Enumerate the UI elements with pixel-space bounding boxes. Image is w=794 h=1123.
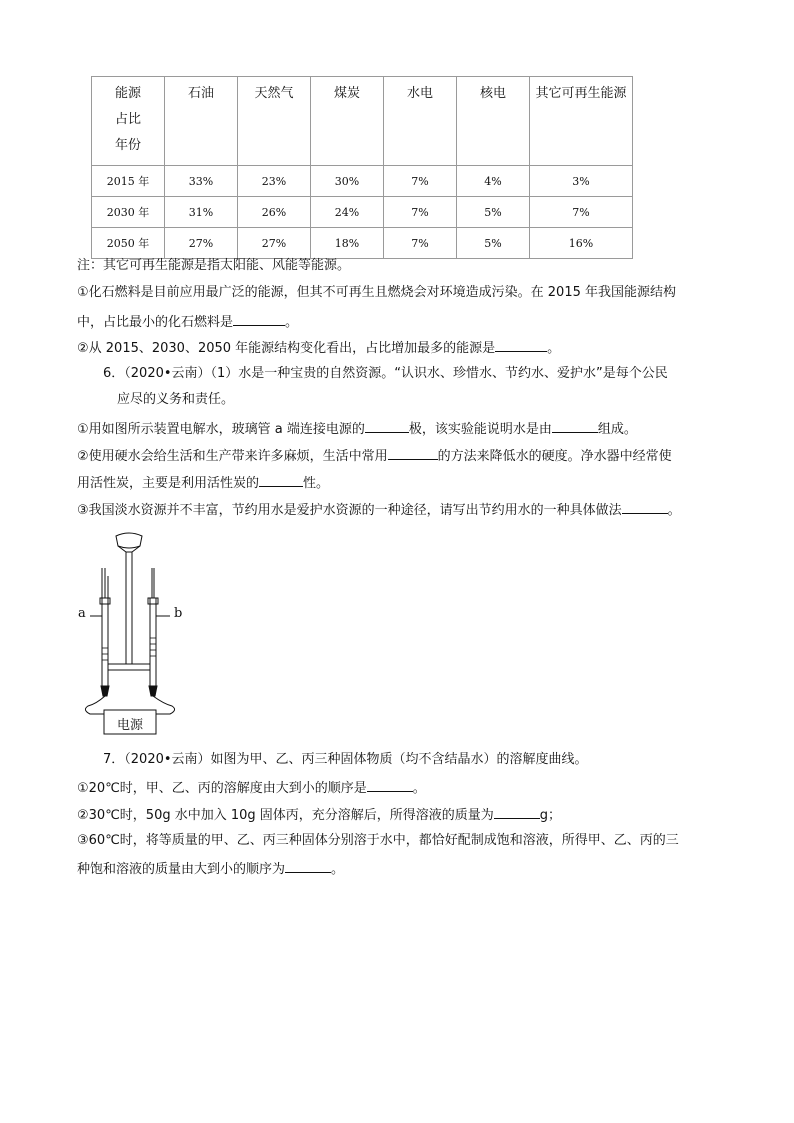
- header-corner-cell: [92, 77, 165, 166]
- table-cell: 7%: [384, 197, 457, 228]
- answer-blank[interactable]: [622, 499, 668, 514]
- table-cell: 26%: [238, 197, 311, 228]
- q6-item1: ①用如图所示装置电解水，玻璃管 a 端连接电源的 极，该实验能说明水是由 组成。: [77, 418, 637, 440]
- electrolysis-apparatus-drawing: [74, 528, 194, 738]
- column-header: 煤炭: [311, 77, 384, 166]
- table-cell: 27%: [165, 228, 238, 259]
- table-cell: 3%: [530, 166, 633, 197]
- table-cell: 33%: [165, 166, 238, 197]
- column-header: 天然气: [238, 77, 311, 166]
- answer-blank[interactable]: [259, 472, 303, 487]
- table-header-row: [92, 77, 633, 166]
- table-cell: 7%: [530, 197, 633, 228]
- table-row: [92, 166, 633, 197]
- answer-blank[interactable]: [233, 311, 285, 326]
- row-year-cell: 2030 年: [92, 197, 165, 228]
- q5-item2: ②从 2015、2030、2050 年能源结构变化看出，占比增加最多的能源是 。: [77, 337, 560, 359]
- q7-heading: 7．（2020•云南）如图为甲、乙、丙三种固体物质（均不含结晶水）的溶解度曲线。: [103, 752, 588, 767]
- answer-blank[interactable]: [495, 337, 547, 352]
- tube-b-label: b: [174, 606, 183, 621]
- column-header: 水电: [384, 77, 457, 166]
- q6-item2-line2: 用活性炭，主要是利用活性炭的 性。: [77, 472, 329, 494]
- q6-item2-line1: ②使用硬水会给生活和生产带来许多麻烦，生活中常用 的方法来降低水的硬度。净水器中经常使: [77, 445, 672, 467]
- q5-item1-line1: ①化石燃料是目前应用最广泛的能源，但其不可再生且燃烧会对环境造成污染。在 2015 年我国能源结构: [77, 285, 677, 300]
- energy-structure-table: [91, 76, 633, 259]
- table-cell: 31%: [165, 197, 238, 228]
- q6-heading-line1: 6．（2020•云南）（1）水是一种宝贵的自然资源。“认识水、珍惜水、节约水、爱护水”是每个公民: [103, 366, 668, 381]
- answer-blank[interactable]: [285, 858, 331, 873]
- row-year-cell: 2050 年: [92, 228, 165, 259]
- q7-item3-line1: ③60℃时，将等质量的甲、乙、丙三种固体分别溶于水中，都恰好配制成饱和溶液，所得甲、乙、丙的三: [77, 833, 679, 848]
- table-cell: 7%: [384, 166, 457, 197]
- table-cell: 5%: [457, 197, 530, 228]
- column-header: 核电: [457, 77, 530, 166]
- table-cell: 16%: [530, 228, 633, 259]
- power-source-label: 电源: [116, 718, 143, 733]
- answer-blank[interactable]: [367, 777, 413, 792]
- table-cell: 4%: [457, 166, 530, 197]
- table-cell: 7%: [384, 228, 457, 259]
- answer-blank[interactable]: [388, 445, 438, 460]
- table-cell: 27%: [238, 228, 311, 259]
- q6-item3: ③我国淡水资源并不丰富，节约用水是爱护水资源的一种途径，请写出节约用水的一种具体做法 。: [77, 499, 681, 521]
- q5-item1-line2: 中，占比最小的化石燃料是 。: [77, 311, 298, 333]
- table-row: [92, 197, 633, 228]
- q6-heading-line2: 应尽的义务和责任。: [117, 392, 235, 407]
- table-note: 注：其它可再生能源是指太阳能、风能等能源。: [77, 258, 351, 273]
- q7-item3-line2: 种饱和溶液的质量由大到小的顺序为 。: [77, 858, 344, 880]
- q7-item1: ①20℃时，甲、乙、丙的溶解度由大到小的顺序是 。: [77, 777, 426, 799]
- row-year-cell: 2015 年: [92, 166, 165, 197]
- header-corner-energy: 能源: [114, 86, 141, 101]
- table-row: [92, 228, 633, 259]
- header-corner-share: 占比: [114, 112, 141, 127]
- answer-blank[interactable]: [552, 418, 598, 433]
- header-corner-year: 年份: [114, 138, 141, 153]
- table-cell: 18%: [311, 228, 384, 259]
- answer-blank[interactable]: [365, 418, 409, 433]
- answer-blank[interactable]: [494, 804, 540, 819]
- column-header: 石油: [165, 77, 238, 166]
- table-cell: 5%: [457, 228, 530, 259]
- column-header: 其它可再生能源: [530, 77, 633, 166]
- table-cell: 24%: [311, 197, 384, 228]
- tube-a-label: a: [78, 606, 86, 621]
- q7-item2: ②30℃时，50g 水中加入 10g 固体丙，充分溶解后，所得溶液的质量为 g；: [77, 804, 561, 826]
- table-cell: 23%: [238, 166, 311, 197]
- table-cell: 30%: [311, 166, 384, 197]
- electrolysis-apparatus-figure: [74, 528, 194, 742]
